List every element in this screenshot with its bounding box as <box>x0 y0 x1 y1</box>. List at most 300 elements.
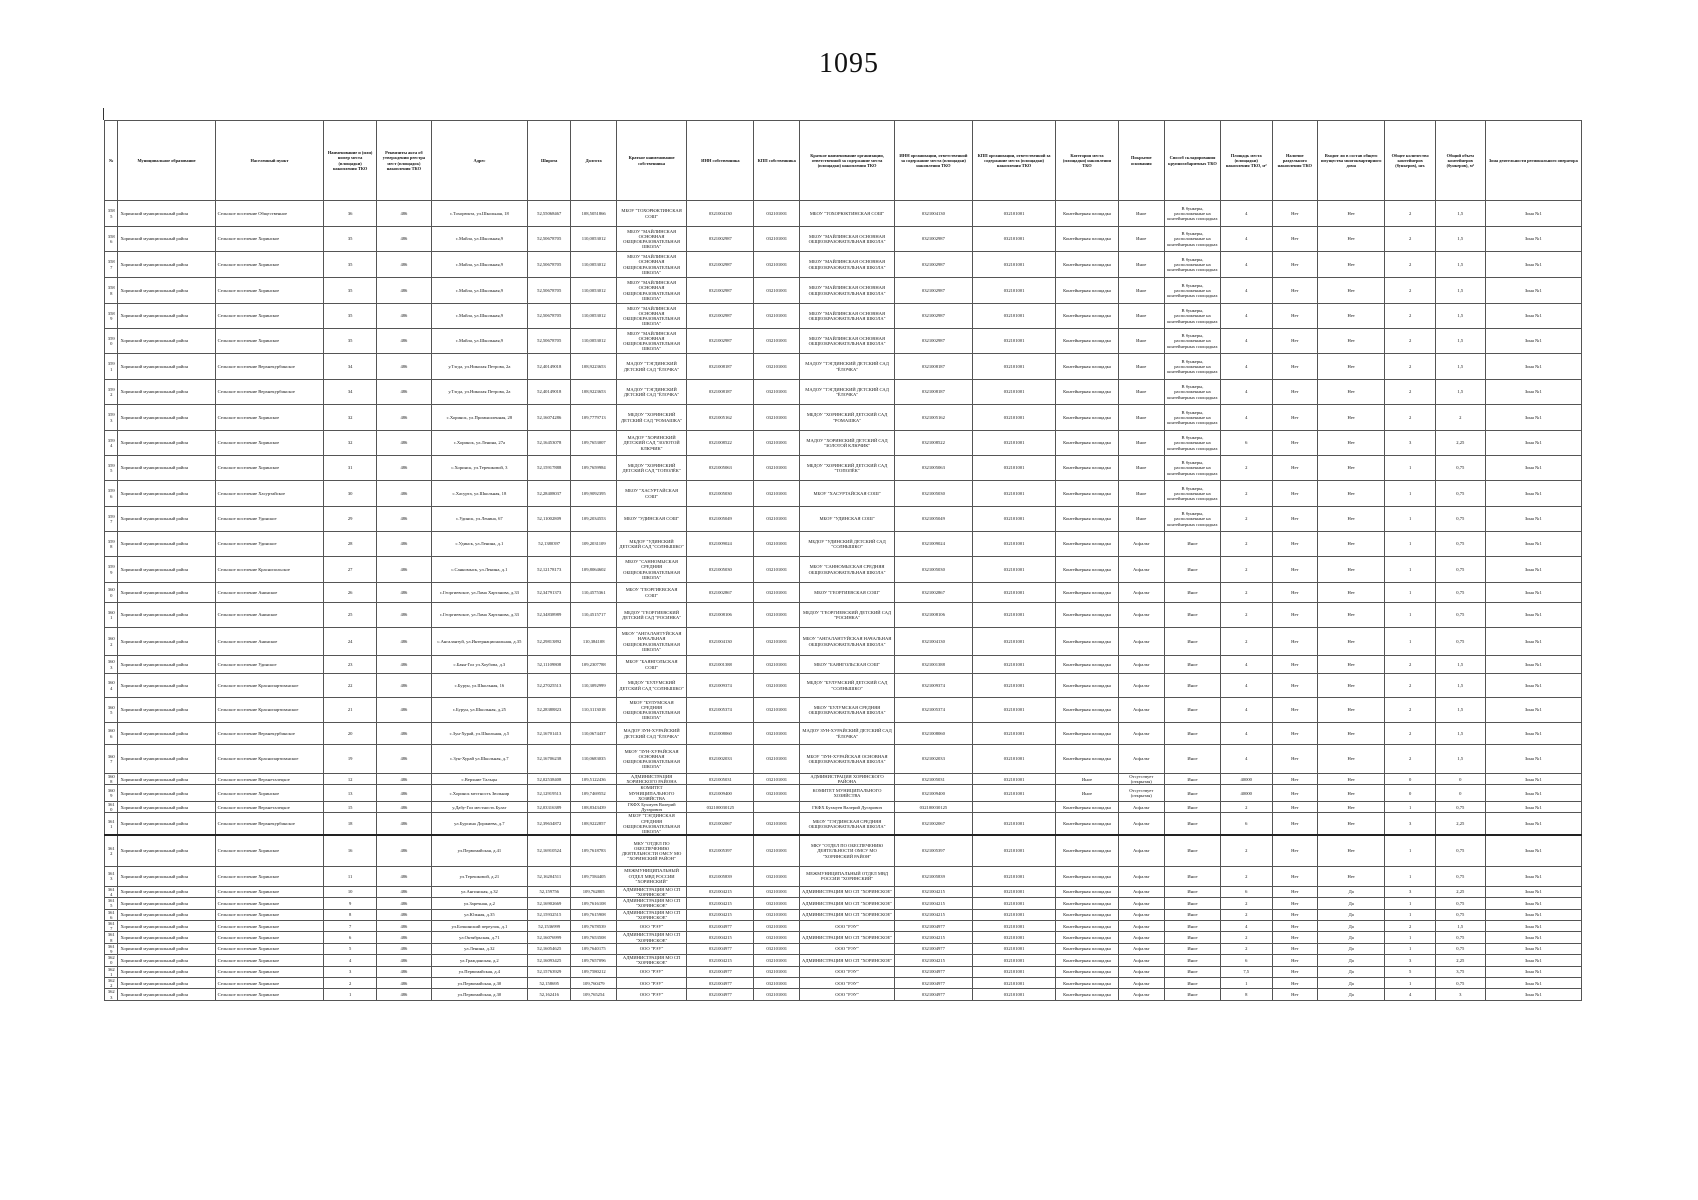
table-cell: 032101001 <box>754 745 800 774</box>
table-cell: 4 <box>1220 252 1272 278</box>
table-cell: Контейнерная площадка <box>1056 932 1118 943</box>
table-cell: Нет <box>1272 966 1318 977</box>
table-row <box>105 431 1582 456</box>
table-cell: 0321009374 <box>687 674 754 698</box>
table-cell: 2 <box>1385 405 1436 431</box>
table-cell: 2 <box>1385 723 1436 745</box>
table-cell: МБОУ "МАЙЛИНСКАЯ ОСНОВНАЯ ОБЩЕОБРАЗОВАТЕЛЬНАЯ ШКОЛА" <box>616 329 686 354</box>
table-cell: 52,16204511 <box>527 866 570 886</box>
table-cell: 2 <box>1435 405 1485 431</box>
table-cell: 108,8343439 <box>571 802 617 813</box>
table-cell: Иное <box>1165 603 1221 628</box>
table-cell: 0321008522 <box>895 431 973 456</box>
table-cell: 3589 <box>105 304 118 329</box>
table-cell: 30 <box>324 481 377 507</box>
table-cell: Сельское поселение Хасуртайское <box>215 481 324 507</box>
table-cell: 032101001 <box>754 932 800 943</box>
table-cell: 032101001 <box>972 481 1056 507</box>
table-cell: МБОУ "ТОХОРЮКТИНСКАЯ СОШ" <box>616 201 686 227</box>
table-cell: 3620 <box>105 955 118 966</box>
table-cell: 0321004215 <box>687 932 754 943</box>
table-cell: 3613 <box>105 866 118 886</box>
table-cell: ООО "РЭУ" <box>616 966 686 977</box>
table-cell: 2 <box>1220 866 1272 886</box>
table-cell: Сельское поселение Хоринское <box>215 835 324 866</box>
table-cell: 032101001 <box>972 785 1056 802</box>
table-row <box>105 898 1582 909</box>
table-cell: Нет <box>1272 278 1318 304</box>
table-cell: 1 <box>1385 603 1436 628</box>
table-cell: Контейнерная площадка <box>1056 431 1118 456</box>
table-cell: 032101001 <box>972 628 1056 656</box>
table-cell: 52,11002809 <box>527 507 570 532</box>
table-cell: 486 <box>376 603 431 628</box>
table-cell: Нет <box>1318 532 1385 557</box>
table-cell: 032101001 <box>972 886 1056 897</box>
table-cell: с.Хоринск, ул.Терешковой, 3 <box>431 456 527 481</box>
table-cell: 0321001388 <box>687 656 754 674</box>
table-cell: 2 <box>1220 909 1272 920</box>
table-cell: 486 <box>376 989 431 1000</box>
table-row <box>105 507 1582 532</box>
table-cell: 109,2307788 <box>571 656 617 674</box>
table-cell: МБДОУ "ХОРИНСКИЙ ДЕТСКИЙ САД "ТОПОЛЁК" <box>616 456 686 481</box>
table-cell: 032101001 <box>754 456 800 481</box>
column-header: Широта <box>527 121 570 201</box>
table-cell: Контейнерная площадка <box>1056 354 1118 380</box>
table-cell: 110,0053012 <box>571 278 617 304</box>
column-header: КПП собственника <box>754 121 800 201</box>
table-cell: Зона №1 <box>1485 252 1581 278</box>
table-cell: 8 <box>324 909 377 920</box>
table-cell: Нет <box>1318 201 1385 227</box>
table-row <box>105 774 1582 785</box>
table-cell: 032101001 <box>754 898 800 909</box>
table-cell: Контейнерная площадка <box>1056 278 1118 304</box>
table-cell: 109,8064602 <box>571 557 617 583</box>
column-header: Краткое наименование собственника <box>616 121 686 201</box>
table-cell: Асфальт <box>1118 943 1165 954</box>
table-cell: Контейнерная площадка <box>1056 977 1118 988</box>
table-cell: ООО "РЭУ" <box>799 977 894 988</box>
column-header: Населенный пункт <box>215 121 324 201</box>
table-cell: 0321002987 <box>687 304 754 329</box>
table-cell: В бункеры, расположенные на контейнерных площадках <box>1165 380 1221 405</box>
table-cell: 4 <box>1220 380 1272 405</box>
table-cell: 6 <box>1220 955 1272 966</box>
table-cell: 032101001 <box>972 252 1056 278</box>
table-cell: Асфальт <box>1118 603 1165 628</box>
table-cell: 0321002987 <box>687 278 754 304</box>
table-cell: 0321008106 <box>895 603 973 628</box>
table-cell: Сельское поселение Хоринское <box>215 227 324 252</box>
table-cell: 032101001 <box>972 723 1056 745</box>
table-cell: МБДОУ "ХОРИНСКИЙ ДЕТСКИЙ САД "РОМАШКА" <box>616 405 686 431</box>
table-cell: 032101001 <box>754 201 800 227</box>
table-cell: Асфальт <box>1118 628 1165 656</box>
table-cell: 0321002067 <box>687 813 754 835</box>
table-cell: 0,75 <box>1435 628 1485 656</box>
table-row <box>105 628 1582 656</box>
table-cell: 108,9222857 <box>571 813 617 835</box>
table-cell: 3621 <box>105 966 118 977</box>
table-cell: Зона №1 <box>1485 656 1581 674</box>
table-cell: Сельское поселение Краснопартизанское <box>215 745 324 774</box>
table-cell: 486 <box>376 201 431 227</box>
table-cell: Хоринский муниципальный район <box>118 955 215 966</box>
table-cell: Нет <box>1318 745 1385 774</box>
table-cell: 032101001 <box>754 785 800 802</box>
table-cell: 2 <box>1220 507 1272 532</box>
table-cell: 0321005397 <box>687 835 754 866</box>
table-cell: Нет <box>1318 656 1385 674</box>
table-cell: Сельское поселение Хоринское <box>215 909 324 920</box>
table-cell: Иное <box>1165 532 1221 557</box>
table-cell: Асфальт <box>1118 909 1165 920</box>
table-cell: 486 <box>376 909 431 920</box>
table-cell: 18 <box>324 813 377 835</box>
table-cell: Хоринский муниципальный район <box>118 380 215 405</box>
table-cell: 52,1380397 <box>527 532 570 557</box>
table-cell: 34 <box>324 380 377 405</box>
table-cell: 109,5122436 <box>571 774 617 785</box>
table-cell: 52,16093425 <box>527 955 570 966</box>
table-cell: 52,12178173 <box>527 557 570 583</box>
table-cell: 032101001 <box>754 252 800 278</box>
table-cell: 110,0053012 <box>571 329 617 354</box>
column-header: Покрытие основания <box>1118 121 1165 201</box>
table-cell: Да <box>1318 920 1385 931</box>
table-cell: Хоринский муниципальный район <box>118 813 215 835</box>
table-cell: Зона №1 <box>1485 456 1581 481</box>
table-cell: 7,5 <box>1220 966 1272 977</box>
table-cell: 52,16706238 <box>527 745 570 774</box>
table-cell: Зона №1 <box>1485 329 1581 354</box>
table-cell: Зона №1 <box>1485 920 1581 931</box>
table-cell: Сельское поселение Удинское <box>215 507 324 532</box>
table-cell: 110,4575361 <box>571 583 617 603</box>
table-cell: 0,75 <box>1435 898 1485 909</box>
column-header: ИНН организации, ответственной за содержание места (площадки) накопления ТКО <box>895 121 973 201</box>
table-cell: Нет <box>1272 481 1318 507</box>
table-cell: 52,34791373 <box>527 583 570 603</box>
table-cell: Нет <box>1272 955 1318 966</box>
column-header: Наличие раздельного накопления ТКО <box>1272 121 1318 201</box>
table-cell: 032101001 <box>754 774 800 785</box>
table-cell: Зона №1 <box>1485 201 1581 227</box>
table-cell: 4 <box>1220 920 1272 931</box>
table-cell: 2 <box>1385 656 1436 674</box>
table-cell: Зона №1 <box>1485 989 1581 1000</box>
table-cell: Хоринский муниципальный район <box>118 802 215 813</box>
table-cell: Нет <box>1272 813 1318 835</box>
table-cell: Контейнерная площадка <box>1056 628 1118 656</box>
table-cell: 032101001 <box>754 278 800 304</box>
table-cell: ООО "РЭУ" <box>616 977 686 988</box>
table-cell: 110,3113018 <box>571 698 617 723</box>
table-cell: Иное <box>1118 227 1165 252</box>
table-cell: Нет <box>1318 252 1385 278</box>
table-cell: 4 <box>1220 405 1272 431</box>
column-header: Общий объем контейнеров (бункеров), м³ <box>1435 121 1485 201</box>
table-cell: МЕЖМУНИЦИПАЛЬНЫЙ ОТДЕЛ МВД РОССИИ "ХОРИНСКИЙ" <box>799 866 894 886</box>
table-cell: 0321005162 <box>687 405 754 431</box>
table-cell: Иное <box>1118 507 1165 532</box>
table-cell: 52,16074286 <box>527 405 570 431</box>
table-cell: с.Тохорюкта, ул.Школьная, 18 <box>431 201 527 227</box>
table-cell: 52,02538408 <box>527 774 570 785</box>
table-cell: 52,162416 <box>527 989 570 1000</box>
table-cell: 35 <box>324 252 377 278</box>
table-cell: 0321005030 <box>895 481 973 507</box>
table-cell: Хоринский муниципальный район <box>118 745 215 774</box>
table-cell: ООО "РЭУ" <box>799 989 894 1000</box>
table-cell: Да <box>1318 909 1385 920</box>
table-cell: В бункеры, расположенные на контейнерных площадках <box>1165 456 1221 481</box>
table-cell: 486 <box>376 835 431 866</box>
table-cell: 486 <box>376 557 431 583</box>
table-cell: 32 <box>324 405 377 431</box>
table-cell: МБДОУ "ХОРИНСКИЙ ДЕТСКИЙ САД "РОМАШКА" <box>799 405 894 431</box>
table-cell: Зона №1 <box>1485 977 1581 988</box>
table-cell: Сельское поселение Анинское <box>215 603 324 628</box>
column-header: Входит ли в состав общего имущества многоквартирного дома <box>1318 121 1385 201</box>
table-cell: 2 <box>1220 802 1272 813</box>
table-cell: Да <box>1318 955 1385 966</box>
table-cell: Зона №1 <box>1485 943 1581 954</box>
column-header: Реквизиты акта об утверждении реестра мест (площадок) накопления ТКО <box>376 121 431 201</box>
table-cell: МБДОУ "ГЕОРГИЕВСКИЙ ДЕТСКИЙ САД "РОСИНКА" <box>799 603 894 628</box>
table-cell: 032101001 <box>754 583 800 603</box>
table-cell: Хоринский муниципальный район <box>118 989 215 1000</box>
table-cell: 109,7584405 <box>571 866 617 886</box>
table-cell: 032101001 <box>972 813 1056 835</box>
table-cell: 486 <box>376 329 431 354</box>
table-cell: МБОУ "БАЯНГОЛЬСКАЯ СОШ" <box>799 656 894 674</box>
table-cell: 0321005049 <box>687 507 754 532</box>
table-cell: 486 <box>376 656 431 674</box>
table-row <box>105 557 1582 583</box>
table-cell: 19 <box>324 745 377 774</box>
table-cell: Нет <box>1318 557 1385 583</box>
table-cell: 52,16054625 <box>527 943 570 954</box>
table-cell: Сельское поселение Хоринское <box>215 278 324 304</box>
table-cell: 032101001 <box>972 745 1056 774</box>
table-cell: 032101001 <box>972 329 1056 354</box>
table-cell: 40000 <box>1220 785 1272 802</box>
table-cell: Хоринский муниципальный район <box>118 354 215 380</box>
table-cell: с.Верхние Тальцы <box>431 774 527 785</box>
table-cell: В бункеры, расположенные на контейнерных площадках <box>1165 354 1221 380</box>
table-cell: 032101001 <box>972 227 1056 252</box>
table-cell: Зона №1 <box>1485 227 1581 252</box>
table-row <box>105 835 1582 866</box>
table-cell: 52,40149018 <box>527 354 570 380</box>
table-cell: Зона №1 <box>1485 886 1581 897</box>
table-cell: 2 <box>1220 583 1272 603</box>
table-cell: Нет <box>1318 723 1385 745</box>
table-cell: Нет <box>1318 628 1385 656</box>
table-cell: АДМИНИСТРАЦИЯ МО СП "ХОРИНСКОЕ" <box>616 955 686 966</box>
table-cell: Хоринский муниципальный район <box>118 431 215 456</box>
table-cell: 0,75 <box>1435 866 1485 886</box>
table-cell: 032101001 <box>972 507 1056 532</box>
table-cell: Хоринский муниципальный район <box>118 405 215 431</box>
table-cell: 3607 <box>105 745 118 774</box>
table-cell: 0321004977 <box>687 966 754 977</box>
table-cell: 0321002033 <box>895 745 973 774</box>
table-cell: 52,158695 <box>527 977 570 988</box>
table-cell: 032101001 <box>972 354 1056 380</box>
table-cell: 032100030125 <box>687 802 754 813</box>
table-cell: 20 <box>324 723 377 745</box>
table-cell: 1 <box>1385 481 1436 507</box>
table-cell: 032101001 <box>972 943 1056 954</box>
table-cell: Иное <box>1165 698 1221 723</box>
table-cell: Контейнерная площадка <box>1056 481 1118 507</box>
table-cell: ул.Первомайская, д.30 <box>431 989 527 1000</box>
table-cell: 032101001 <box>754 909 800 920</box>
table-cell: Зона №1 <box>1485 835 1581 866</box>
table-cell: 486 <box>376 802 431 813</box>
column-header: Адрес <box>431 121 527 201</box>
table-cell: у.Тэгда, ул.Николая Петрова, 2а <box>431 380 527 405</box>
table-cell: Асфальт <box>1118 932 1165 943</box>
table-cell: 0,75 <box>1435 507 1485 532</box>
table-cell: 25 <box>324 603 377 628</box>
table-cell: Контейнерная площадка <box>1056 252 1118 278</box>
table-cell: 032101001 <box>972 380 1056 405</box>
table-cell: 2 <box>1385 745 1436 774</box>
table-cell: Сельское поселение Анинское <box>215 628 324 656</box>
table-cell: Хоринский муниципальный район <box>118 252 215 278</box>
table-cell: Контейнерная площадка <box>1056 557 1118 583</box>
table-cell: 032101001 <box>754 481 800 507</box>
table-cell: Нет <box>1272 866 1318 886</box>
table-cell: 52,1536999 <box>527 920 570 931</box>
table-cell: Асфальт <box>1118 866 1165 886</box>
table-cell: 1,5 <box>1435 252 1485 278</box>
table-cell: 4 <box>1220 354 1272 380</box>
table-cell: Иное <box>1165 813 1221 835</box>
table-row <box>105 227 1582 252</box>
table-cell: 2 <box>1385 304 1436 329</box>
table-cell: Нет <box>1318 835 1385 866</box>
table-cell: Нет <box>1318 698 1385 723</box>
table-cell: 0321004215 <box>895 898 973 909</box>
table-cell: 3603 <box>105 656 118 674</box>
table-cell: 0321002987 <box>687 252 754 278</box>
table-cell: 52,16453078 <box>527 431 570 456</box>
table-cell: 3616 <box>105 909 118 920</box>
table-cell: 3622 <box>105 977 118 988</box>
table-cell: МАДОУ "ТЭГДИНСКИЙ ДЕТСКИЙ САД "ЁЛОЧКА" <box>616 354 686 380</box>
table-cell: 110,3092999 <box>571 674 617 698</box>
table-cell: Сельское поселение Удинское <box>215 656 324 674</box>
table-cell: Нет <box>1272 532 1318 557</box>
table-cell: МБОУ "БУЛУМСКАЯ СРЕДНЯЯ ОБЩЕОБРАЗОВАТЕЛЬНАЯ ШКОЛА" <box>616 698 686 723</box>
table-cell: МБДОУ "ХОРИНСКИЙ ДЕТСКИЙ САД "ТОПОЛЁК" <box>799 456 894 481</box>
column-header: Зона деятельности регионального оператора <box>1485 121 1581 201</box>
table-cell: Хоринский муниципальный район <box>118 507 215 532</box>
table-cell: Нет <box>1318 431 1385 456</box>
table-cell: Зона №1 <box>1485 532 1581 557</box>
table-cell: 032101001 <box>754 674 800 698</box>
table-cell: 2 <box>1385 201 1436 227</box>
table-cell: 29 <box>324 507 377 532</box>
table-cell: 032100030125 <box>895 802 973 813</box>
table-cell: 1 <box>1385 456 1436 481</box>
table-cell: Контейнерная площадка <box>1056 835 1118 866</box>
table-cell: Нет <box>1272 745 1318 774</box>
table-cell: 032101001 <box>754 920 800 931</box>
table-cell: Контейнерная площадка <box>1056 909 1118 920</box>
table-cell: МБОУ "МАЙЛИНСКАЯ ОСНОВНАЯ ОБЩЕОБРАЗОВАТЕЛЬНАЯ ШКОЛА" <box>616 278 686 304</box>
table-cell: Хоринский муниципальный район <box>118 674 215 698</box>
table-cell: 0321004130 <box>895 201 973 227</box>
table-cell: МАДОУ "ТЭГДИНСКИЙ ДЕТСКИЙ САД "ЁЛОЧКА" <box>616 380 686 405</box>
table-cell: 032101001 <box>972 866 1056 886</box>
table-cell: Контейнерная площадка <box>1056 674 1118 698</box>
table-cell: Асфальт <box>1118 813 1165 835</box>
table-cell: 0321004977 <box>687 943 754 954</box>
table-cell: Хоринский муниципальный район <box>118 628 215 656</box>
table-cell: АДМИНИСТРАЦИЯ МО СП "ХОРИНСКОЕ" <box>799 955 894 966</box>
table-cell: 032101001 <box>754 603 800 628</box>
table-cell: Сельское поселение Краснопольское <box>215 557 324 583</box>
table-cell: с.Хоринск местность Зюльнир <box>431 785 527 802</box>
table-cell: Контейнерная площадка <box>1056 813 1118 835</box>
table-cell: 0321002067 <box>895 813 973 835</box>
table-cell: 032101001 <box>754 813 800 835</box>
table-cell: Нет <box>1318 507 1385 532</box>
table-cell: 109,762805 <box>571 886 617 897</box>
table-cell: Асфальт <box>1118 802 1165 813</box>
table-cell: Хоринский муниципальный район <box>118 920 215 931</box>
table-cell: Контейнерная площадка <box>1056 380 1118 405</box>
table-cell: с.Георгиевское, ул.Лама Хартанова, д.33 <box>431 583 527 603</box>
table-cell: 486 <box>376 380 431 405</box>
table-cell: МБОУ "БУЛУМСКАЯ СРЕДНЯЯ ОБЩЕОБРАЗОВАТЕЛЬНАЯ ШКОЛА" <box>799 698 894 723</box>
table-cell: МБОУ "МАЙЛИНСКАЯ ОСНОВНАЯ ОБЩЕОБРАЗОВАТЕЛЬНАЯ ШКОЛА" <box>799 329 894 354</box>
table-cell: 2 <box>1220 835 1272 866</box>
table-cell: 1 <box>1385 583 1436 603</box>
table-cell: Сельское поселение Хоринское <box>215 989 324 1000</box>
table-cell: 13 <box>324 785 377 802</box>
table-cell: МБОУ "МАЙЛИНСКАЯ ОСНОВНАЯ ОБЩЕОБРАЗОВАТЕЛЬНАЯ ШКОЛА" <box>799 227 894 252</box>
table-cell: 1 <box>1385 802 1436 813</box>
table-cell: Нет <box>1272 774 1318 785</box>
table-cell: 032101001 <box>972 909 1056 920</box>
table-cell: Иное <box>1165 583 1221 603</box>
table-cell: с.Бурун, ул.Школьная, д.25 <box>431 698 527 723</box>
table-cell: АДМИНИСТРАЦИЯ МО СП "ХОРИНСКОЕ" <box>799 898 894 909</box>
table-cell: АДМИНИСТРАЦИЯ МО СП "ХОРИНСКОЕ" <box>799 932 894 943</box>
table-cell: Сельское поселение Верхнекурбинское <box>215 380 324 405</box>
table-cell: Зона №1 <box>1485 278 1581 304</box>
table-cell: Зона №1 <box>1485 628 1581 656</box>
table-cell: 0321004215 <box>687 886 754 897</box>
table-cell: 2 <box>1220 557 1272 583</box>
table-cell: Иное <box>1118 380 1165 405</box>
table-cell: В бункеры, расположенные на контейнерных площадках <box>1165 431 1221 456</box>
table-cell: 40000 <box>1220 774 1272 785</box>
table-cell: Нет <box>1318 674 1385 698</box>
table-cell: 032101001 <box>972 656 1056 674</box>
table-cell: МБОУ "УДИНСКАЯ СОШ" <box>616 507 686 532</box>
table-cell: 0321008060 <box>895 723 973 745</box>
table-cell: 52,50678705 <box>527 304 570 329</box>
